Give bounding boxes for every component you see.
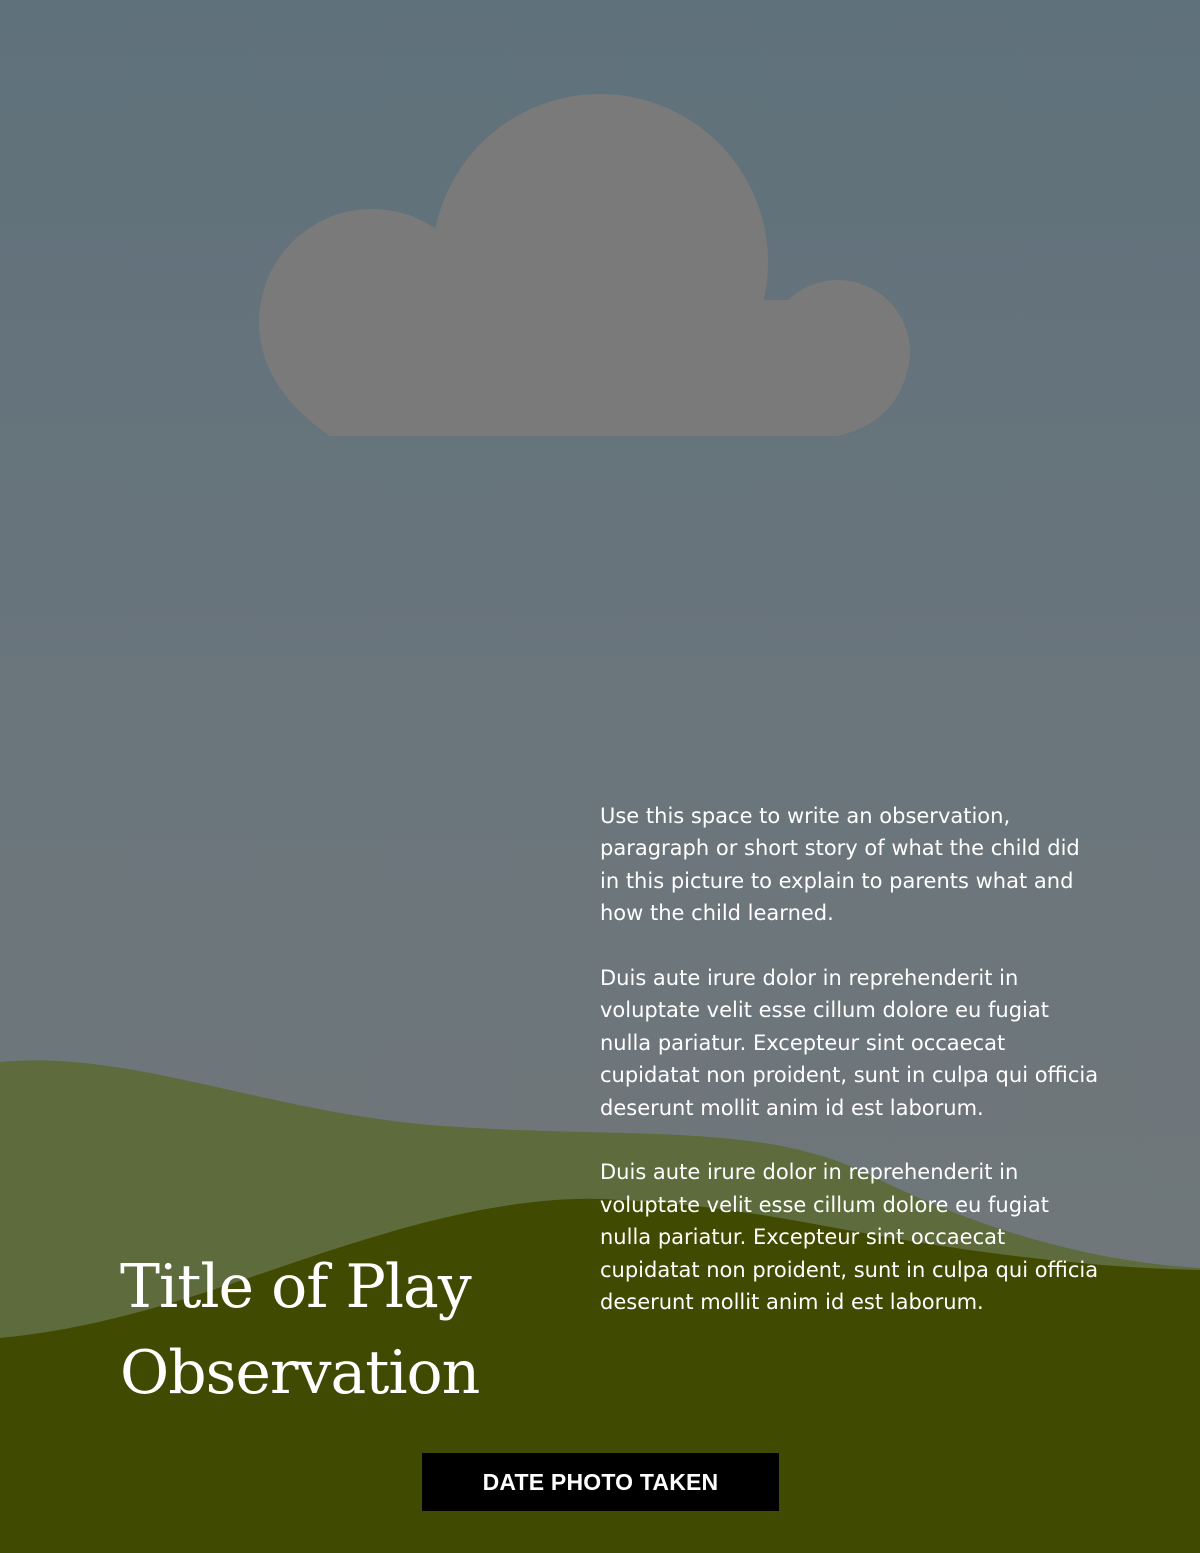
observation-paragraph-3: Duis aute irure dolor in reprehenderit in voluptate velit esse cillum dolore eu fugiat nulla pariatur. Excepteur sint occaecat cupidatat non proident, sunt in culpa qui officia deserunt mollit anim id est laborum. [600,1160,1099,1315]
observation-paragraph-1: Use this space to write an observation, paragraph or short story of what the child did in this picture to explain to parents what and how the child learned. [600,804,1080,926]
page-title-line-2: Observation [120,1338,480,1408]
page-title [120,1244,540,1416]
page-title-line-1: Title of Play [120,1252,471,1322]
observation-paragraph-2: Duis aute irure dolor in reprehenderit in voluptate velit esse cillum dolore eu fugiat nulla pariatur. Excepteur sint occaecat cupidatat non proident, sunt in culpa qui officia deserunt mollit anim id est laborum. [600,966,1099,1120]
observation-text [600,800,1100,1351]
date-photo-taken-label: DATE PHOTO TAKEN [422,1453,779,1511]
